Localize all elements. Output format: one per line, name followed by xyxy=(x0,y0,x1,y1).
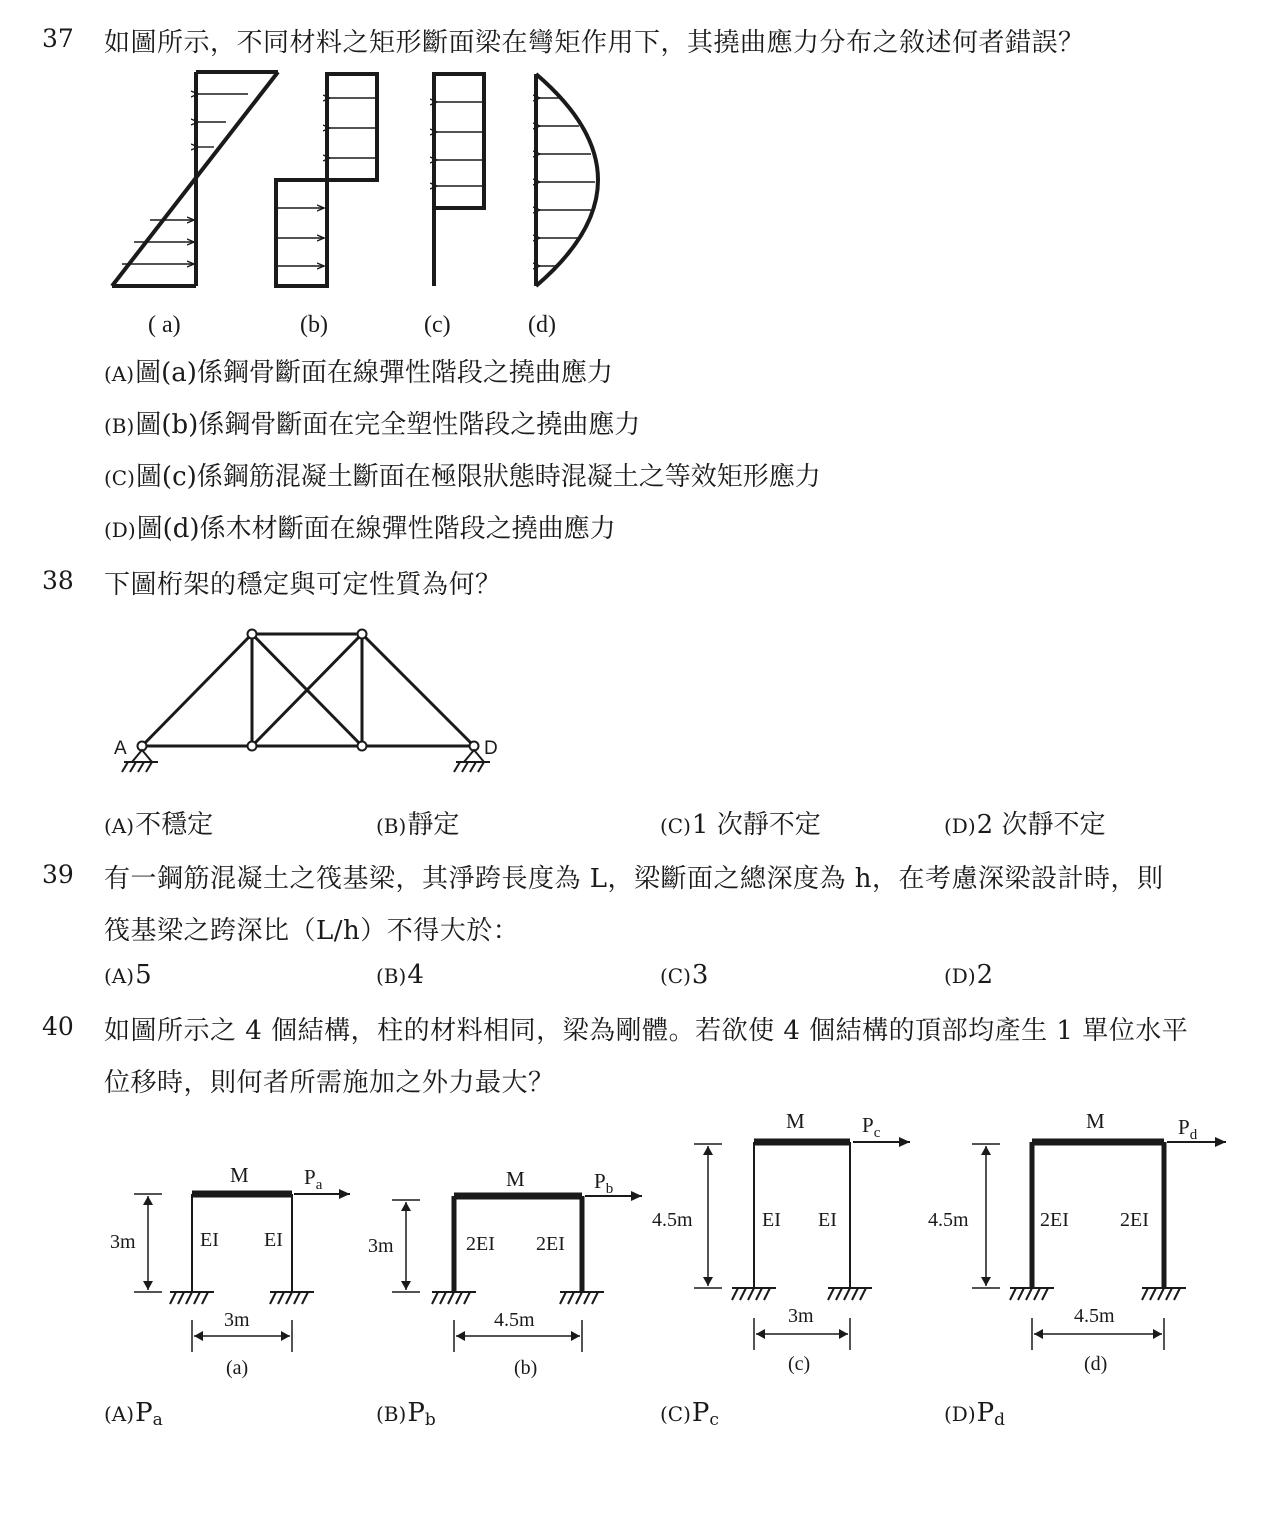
option-text: 圖(d)係木材斷面在線彈性階段之撓曲應力 xyxy=(136,514,616,544)
option-text: 4 xyxy=(407,960,424,990)
left-column-label: EI xyxy=(762,1209,781,1231)
height-label: 4.5m xyxy=(928,1209,969,1231)
option-a[interactable] xyxy=(104,804,213,841)
option-c[interactable] xyxy=(660,1398,719,1430)
force-label: $P_c$ xyxy=(862,1113,881,1141)
frames-figure xyxy=(96,1100,1256,1390)
right-column-label: 2EI xyxy=(1120,1209,1149,1231)
frame-c xyxy=(652,1109,910,1375)
option-b[interactable] xyxy=(376,960,424,990)
fixed-support-icon xyxy=(170,1292,214,1304)
truss-figure xyxy=(110,622,510,782)
option-d[interactable] xyxy=(944,804,1105,841)
frame-caption: (a) xyxy=(226,1357,249,1379)
frame-caption: (b) xyxy=(514,1357,538,1379)
option-b[interactable] xyxy=(376,1398,436,1430)
fixed-support-icon xyxy=(732,1288,776,1300)
option-text: P xyxy=(407,1398,425,1428)
option-a[interactable] xyxy=(104,352,613,389)
left-column-label: 2EI xyxy=(466,1233,495,1255)
option-b[interactable] xyxy=(376,804,459,841)
right-column-label: EI xyxy=(264,1229,283,1251)
frame-b xyxy=(368,1167,642,1379)
option-text: 5 xyxy=(135,960,152,990)
fixed-support-icon xyxy=(560,1292,604,1304)
force-label: $P_d$ xyxy=(1178,1115,1198,1143)
option-mark: (C) xyxy=(660,814,691,838)
option-mark: (D) xyxy=(104,518,136,542)
height-label: 4.5m xyxy=(652,1209,693,1231)
width-label: 4.5m xyxy=(494,1309,535,1331)
option-mark: (B) xyxy=(376,1402,407,1426)
option-text: 1 次靜不定 xyxy=(691,810,821,840)
option-mark: (B) xyxy=(104,414,135,438)
mass-label: M xyxy=(506,1167,525,1191)
height-label: 3m xyxy=(368,1235,394,1257)
figure-label-c: (c) xyxy=(424,312,451,338)
left-column-label: 2EI xyxy=(1040,1209,1069,1231)
option-mark: (A) xyxy=(104,814,135,838)
mass-label: M xyxy=(1086,1109,1105,1133)
mass-label: M xyxy=(230,1163,249,1187)
pin-support-icon xyxy=(122,750,158,772)
option-mark: (B) xyxy=(376,814,407,838)
diagram-b xyxy=(276,74,377,286)
option-d[interactable] xyxy=(944,960,993,990)
node-label-d: D xyxy=(484,738,498,759)
option-d[interactable] xyxy=(944,1398,1005,1430)
option-mark: (A) xyxy=(104,362,135,386)
option-mark: (C) xyxy=(104,466,135,490)
option-text: 圖(a)係鋼骨斷面在線彈性階段之撓曲應力 xyxy=(135,358,613,388)
figure-label-a: ( a) xyxy=(148,312,181,338)
mass-label: M xyxy=(786,1109,805,1133)
option-text: 2 次靜不定 xyxy=(976,810,1106,840)
option-subscript: c xyxy=(709,1410,719,1430)
option-text: 2 xyxy=(976,960,994,990)
width-label: 4.5m xyxy=(1074,1305,1115,1327)
option-subscript: d xyxy=(994,1410,1006,1430)
option-text: P xyxy=(135,1398,153,1428)
figure-label-b: (b) xyxy=(300,312,328,338)
option-c[interactable] xyxy=(660,804,821,841)
question-number: 37 xyxy=(42,24,74,53)
frame-d xyxy=(928,1109,1226,1375)
diagram-d xyxy=(536,74,598,286)
option-c[interactable] xyxy=(104,456,821,493)
option-mark: (D) xyxy=(944,964,976,988)
fixed-support-icon xyxy=(432,1292,476,1304)
node-label-a: A xyxy=(114,738,127,759)
option-mark: (D) xyxy=(944,1402,976,1426)
frame-caption: (c) xyxy=(788,1353,811,1375)
fixed-support-icon xyxy=(1010,1288,1054,1300)
frame-a xyxy=(110,1163,350,1379)
option-text: P xyxy=(691,1398,710,1428)
option-text: 3 xyxy=(691,960,709,990)
option-c[interactable] xyxy=(660,960,708,990)
option-subscript: a xyxy=(152,1410,163,1430)
force-label: $P_a$ xyxy=(304,1165,323,1193)
right-column-label: 2EI xyxy=(536,1233,565,1255)
width-label: 3m xyxy=(788,1305,814,1327)
option-a[interactable] xyxy=(104,960,152,990)
diagram-c xyxy=(434,74,484,286)
right-column-label: EI xyxy=(818,1209,837,1231)
fixed-support-icon xyxy=(828,1288,872,1300)
option-mark: (C) xyxy=(660,964,691,988)
option-text: 圖(b)係鋼骨斷面在完全塑性階段之撓曲應力 xyxy=(135,410,641,440)
option-mark: (C) xyxy=(660,1402,691,1426)
question-number: 40 xyxy=(42,1012,74,1041)
question-number: 39 xyxy=(42,860,74,889)
option-d[interactable] xyxy=(104,508,616,545)
left-column-label: EI xyxy=(200,1229,219,1251)
option-mark: (D) xyxy=(944,814,976,838)
stress-distribution-figure xyxy=(100,62,740,372)
option-mark: (A) xyxy=(104,964,135,988)
fixed-support-icon xyxy=(1142,1288,1186,1300)
option-text: 靜定 xyxy=(407,810,460,840)
option-text: P xyxy=(976,1398,995,1428)
force-label: $P_b$ xyxy=(594,1169,614,1197)
width-label: 3m xyxy=(224,1309,250,1331)
question-text-line1: 有一鋼筋混凝土之筏基梁，其淨跨長度為 L，梁斷面之總深度為 h，在考慮深梁設計時，則 xyxy=(104,864,1164,894)
option-mark: (B) xyxy=(376,964,407,988)
option-b[interactable] xyxy=(104,404,640,441)
fixed-support-icon xyxy=(270,1292,314,1304)
frame-caption: (d) xyxy=(1084,1353,1108,1375)
question-text-line2: 位移時，則何者所需施加之外力最大？ xyxy=(104,1068,555,1098)
option-a[interactable] xyxy=(104,1398,163,1430)
option-subscript: b xyxy=(424,1410,436,1430)
option-mark: (A) xyxy=(104,1402,135,1426)
diagram-a xyxy=(112,72,278,286)
question-text-line1: 如圖所示之 4 個結構，柱的材料相同，梁為剛體。若欲使 4 個結構的頂部均產生 1 單位水平 xyxy=(104,1016,1189,1046)
figure-label-d: (d) xyxy=(528,312,556,338)
question-text: 下圖桁架的穩定與可定性質為何？ xyxy=(104,570,502,600)
question-text-line2: 筏基梁之跨深比（L/h）不得大於： xyxy=(104,916,520,946)
question-number: 38 xyxy=(42,566,74,595)
option-text: 圖(c)係鋼筋混凝土斷面在極限狀態時混凝土之等效矩形應力 xyxy=(135,462,821,492)
height-label: 3m xyxy=(110,1231,136,1253)
option-text: 不穩定 xyxy=(135,810,214,840)
question-text: 如圖所示，不同材料之矩形斷面梁在彎矩作用下，其撓曲應力分布之敘述何者錯誤？ xyxy=(104,28,1085,58)
